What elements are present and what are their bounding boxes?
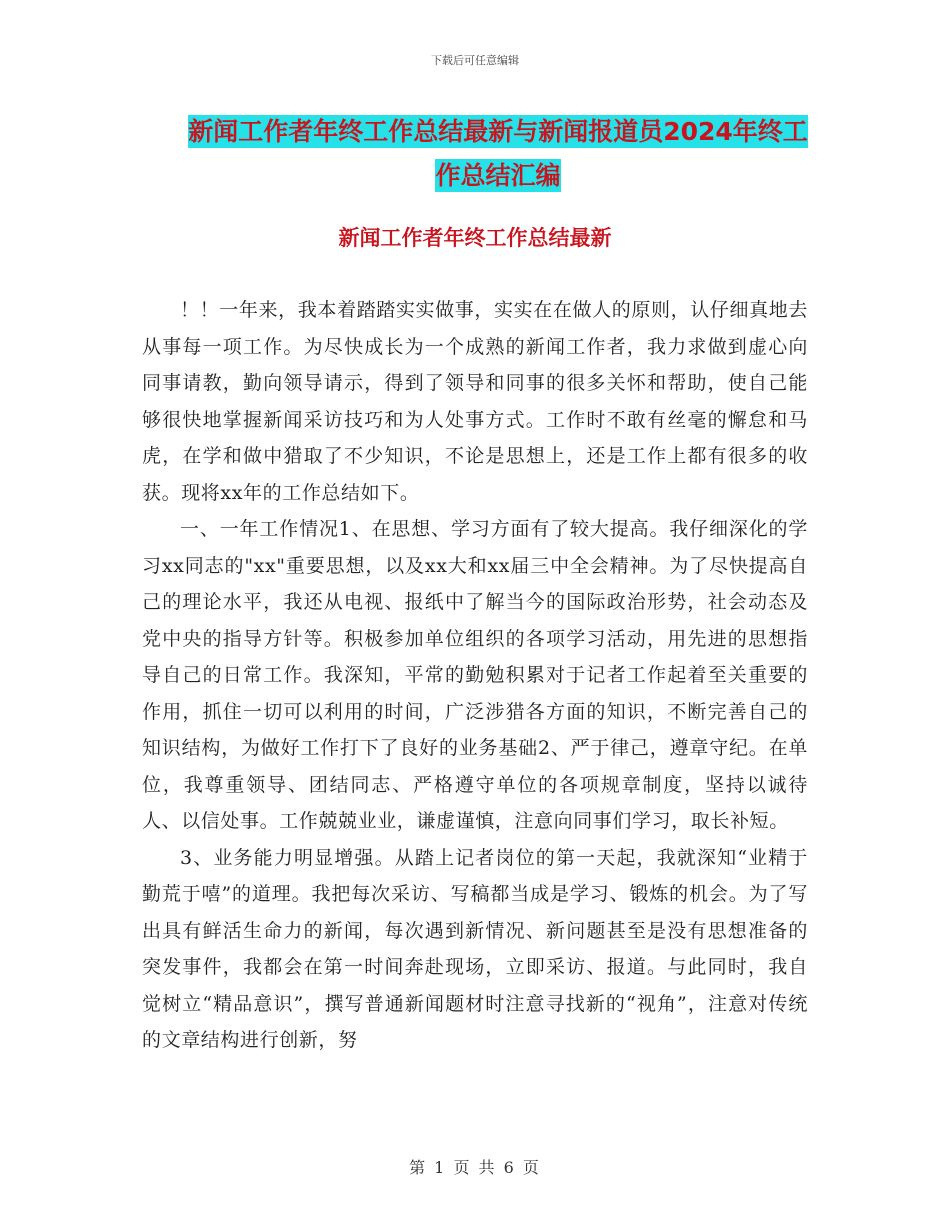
document-body	[142, 292, 808, 1059]
body-paragraph: 一、一年工作情况1、在思想、学习方面有了较大提高。我仔细深化的学习xx同志的"xx"重要思想，以及xx大和xx届三中全会精神。为了尽快提高自己的理论水平，我还从电视、报纸中了解当今的国际政治形势，社会动态及党中央的指导方针等。积极参加单位组织的各项学习活动，用先进的思想指导自己的日常工作。我深知，平常的勤勉积累对于记者工作起着至关重要的作用，抓住一切可以利用的时间，广泛涉猎各方面的知识，不断完善自己的知识结构，为做好工作打下了良好的业务基础2、严于律己，遵章守纪。在单位，我尊重领导、团结同志、严格遵守单位的各项规章制度，坚持以诚待人、以信处事。工作兢兢业业，谦虚谨慎，注意向同事们学习，取长补短。	[142, 518, 808, 832]
page-header-note: 下载后可任意编辑	[431, 54, 519, 67]
page-number-footer: 第 1 页 共 6 页	[409, 1158, 541, 1177]
body-paragraph: 3、业务能力明显增强。从踏上记者岗位的第一天起，我就深知“业精于勤荒于嘻”的道理。我把每次采访、写稿都当成是学习、锻炼的机会。为了写出具有鲜活生命力的新闻，每次遇到新情况、新问题甚至是没有思想准备的突发事件，我都会在第一时间奔赴现场，立即采访、报道。与此同时，我自觉树立“精品意识”，撰写普通新闻题材时注意寻找新的“视角”，注意对传统的文章结构进行创新，努	[142, 846, 808, 1051]
body-paragraph: ！！一年来，我本着踏踏实实做事，实实在在做人的原则，认仔细真地去从事每一项工作。为尽快成长为一个成熟的新闻工作者，我力求做到虚心向同事请教，勤向领导请示，得到了领导和同事的很多关怀和帮助，使自己能够很快地掌握新闻采访技巧和为人处事方式。工作时不敢有丝毫的懈怠和马虎，在学和做中猎取了不少知识，不论是思想上，还是工作上都有很多的收获。现将xx年的工作总结如下。	[142, 299, 808, 504]
section-title: 新闻工作者年终工作总结最新	[338, 226, 612, 250]
document-title-text: 新闻工作者年终工作总结最新与新闻报道员2024年终工作总结汇编	[188, 117, 808, 190]
document-title	[188, 110, 808, 198]
